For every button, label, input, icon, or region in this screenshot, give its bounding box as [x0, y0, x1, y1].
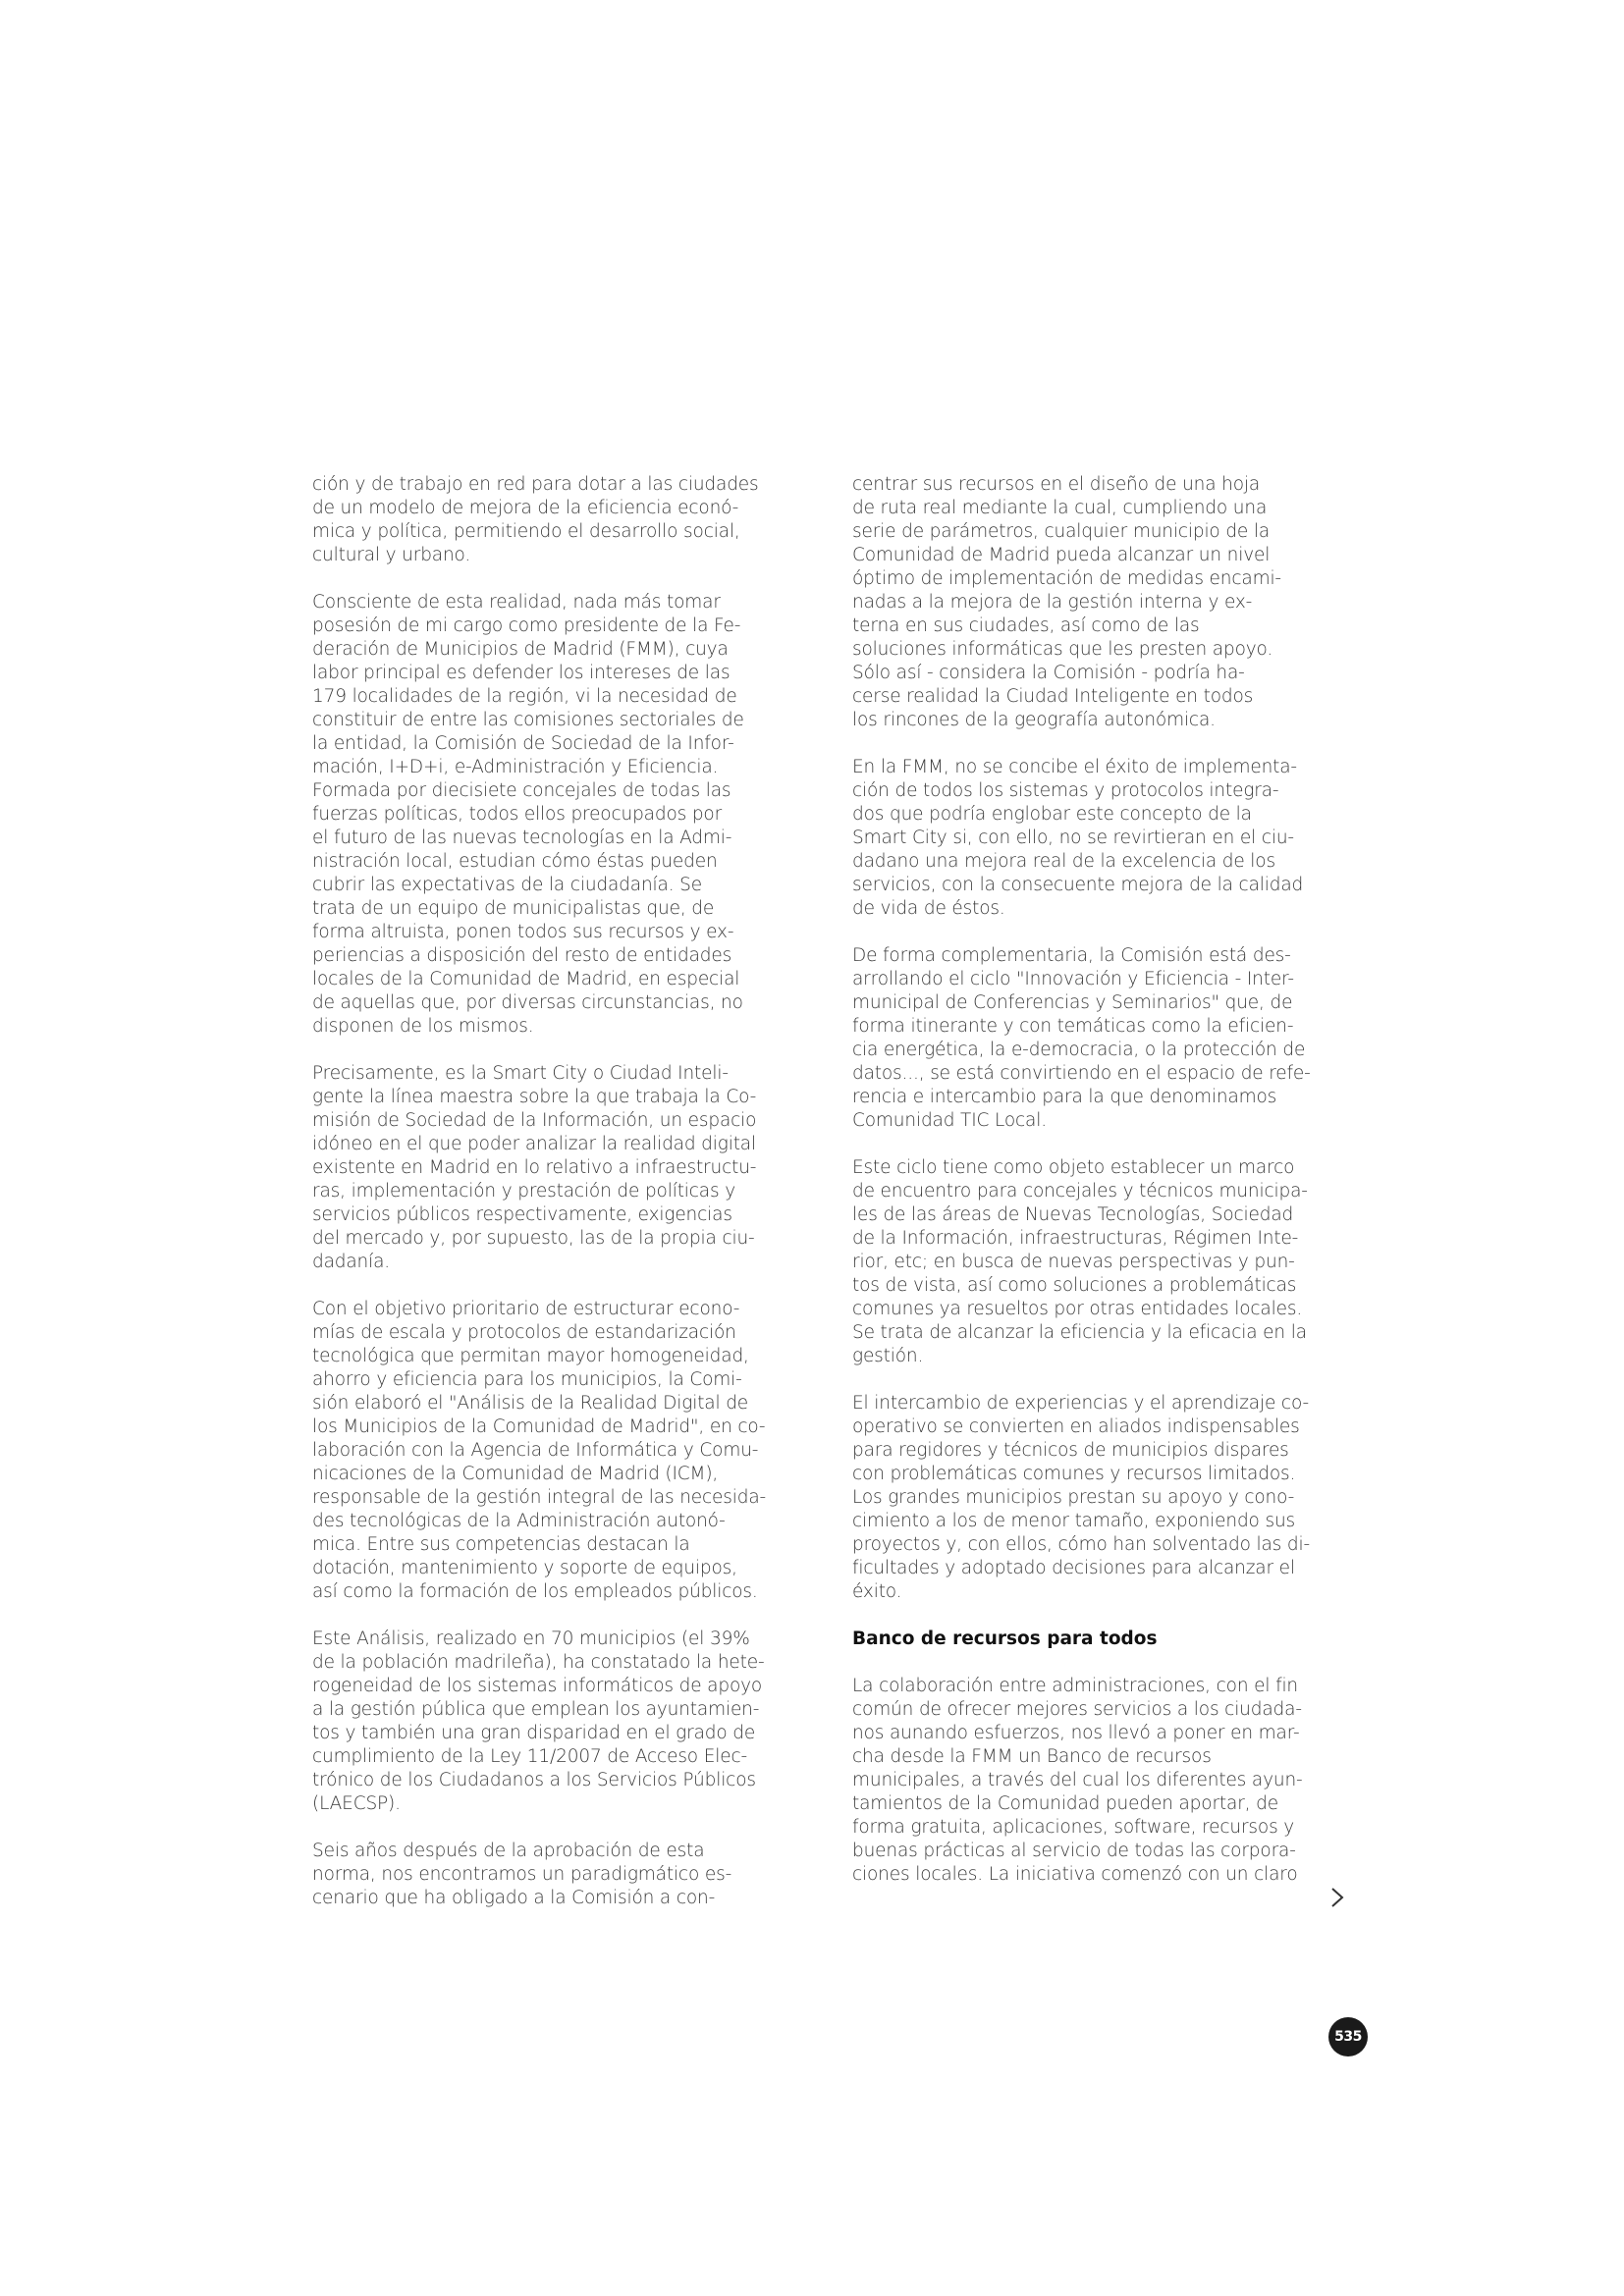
- text-line: locales de la Comunidad de Madrid, en especial: [312, 969, 740, 989]
- section-heading: Banco de recursos para todos: [852, 1629, 1158, 1649]
- text-line: servicios públicos respectivamente, exigencias: [312, 1204, 732, 1225]
- text-line: cenario que ha obligado a la Comisión a con-: [312, 1888, 716, 1908]
- text-line: ras, implementación y prestación de políticas y: [312, 1181, 736, 1201]
- text-line: rior, etc; en busca de nuevas perspectivas y pun-: [852, 1252, 1295, 1272]
- text-line: cimiento a los de menor tamaño, exponiendo sus: [852, 1511, 1296, 1531]
- text-line: el futuro de las nuevas tecnologías en la Admi-: [312, 828, 732, 848]
- text-line: municipales, a través del cual los diferentes ayun-: [852, 1770, 1303, 1790]
- text-line: ciones locales. La iniciativa comenzó con un claro: [852, 1864, 1298, 1885]
- text-line: Precisamente, es la Smart City o Ciudad Inteli-: [312, 1063, 729, 1084]
- text-line: tamientos de la Comunidad pueden aportar, de: [852, 1793, 1278, 1814]
- text-line: operativo se convierten en aliados indispensables: [852, 1416, 1300, 1437]
- text-line: para regidores y técnicos de municipios dispares: [852, 1440, 1289, 1461]
- text-line: de vida de éstos.: [852, 898, 1005, 919]
- paragraph: [312, 1840, 789, 1910]
- text-line: de ruta real mediante la cual, cumpliendo una: [852, 498, 1268, 518]
- text-line: la entidad, la Comisión de Sociedad de la Infor-: [312, 733, 734, 754]
- text-line: centrar sus recursos en el diseño de una hoja: [852, 474, 1261, 495]
- text-line: de encuentro para concejales y técnicos municipa-: [852, 1181, 1308, 1201]
- text-line: de la población madrileña), ha constatado la hete-: [312, 1652, 765, 1673]
- text-line: trónico de los Ciudadanos a los Servicios Públicos: [312, 1770, 756, 1790]
- text-line: Sólo así - considera la Comisión - podría ha-: [852, 663, 1245, 683]
- text-line: cha desde la FMM un Banco de recursos: [852, 1746, 1212, 1767]
- text-line: mica. Entre sus competencias destacan la: [312, 1534, 690, 1555]
- paragraph: [312, 1298, 789, 1604]
- chevron-right-icon: [1329, 1887, 1345, 1908]
- text-line: Smart City si, con ello, no se revirtieran en el ciu-: [852, 828, 1294, 848]
- text-line: Comunidad de Madrid pueda alcanzar un nivel: [852, 545, 1271, 565]
- text-line: forma itinerante y con temáticas como la eficien-: [852, 1016, 1294, 1037]
- text-line: periencias a disposición del resto de entidades: [312, 945, 732, 966]
- text-line: Con el objetivo prioritario de estructurar econo-: [312, 1299, 740, 1319]
- text-line: laboración con la Agencia de Informática y Comu-: [312, 1440, 759, 1461]
- text-line: nos aunando esfuerzos, nos llevó a poner en mar-: [852, 1723, 1300, 1743]
- text-line: a la gestión pública que emplean los ayuntamien-: [312, 1699, 760, 1720]
- left-column: [312, 473, 789, 1934]
- text-line: proyectos y, con ellos, cómo han solventado las di-: [852, 1534, 1311, 1555]
- text-line: cia energética, la e-democracia, o la protección de: [852, 1040, 1306, 1060]
- text-line: nicaciones de la Comunidad de Madrid (ICM),: [312, 1464, 719, 1484]
- text-line: ahorro y eficiencia para los municipios, la Comi-: [312, 1369, 742, 1390]
- text-line: Los grandes municipios prestan su apoyo y cono-: [852, 1487, 1295, 1508]
- text-line: dotación, mantenimiento y soporte de equipos,: [312, 1558, 737, 1578]
- text-line: mica y política, permitiendo el desarrollo social,: [312, 521, 740, 542]
- text-line: posesión de mi cargo como presidente de la Fe-: [312, 615, 741, 636]
- text-line: existente en Madrid en lo relativo a infraestructu-: [312, 1157, 757, 1178]
- text-line: los Municipios de la Comunidad de Madrid", en co-: [312, 1416, 766, 1437]
- text-line: Seis años después de la aprobación de esta: [312, 1841, 705, 1861]
- text-line: gente la línea maestra sobre la que trabaja la Co-: [312, 1087, 757, 1107]
- text-line: Formada por diecisiete concejales de todas las: [312, 780, 731, 801]
- text-line: forma altruista, ponen todos sus recursos y ex-: [312, 922, 734, 942]
- text-line: buenas prácticas al servicio de todas las corpora-: [852, 1841, 1296, 1861]
- text-line: des tecnológicas de la Administración autonó-: [312, 1511, 726, 1531]
- text-line: común de ofrecer mejores servicios a los ciudada-: [852, 1699, 1302, 1720]
- paragraph: [312, 1628, 789, 1816]
- text-line: ción y de trabajo en red para dotar a las ciudades: [312, 474, 759, 495]
- text-line: soluciones informáticas que les presten apoyo.: [852, 639, 1273, 660]
- text-line: cumplimiento de la Ley 11/2007 de Acceso Elec-: [312, 1746, 748, 1767]
- text-line: dadanía.: [312, 1252, 391, 1272]
- paragraph: [312, 591, 789, 1039]
- text-line: Este Análisis, realizado en 70 municipios (el 39%: [312, 1629, 750, 1649]
- text-line: El intercambio de experiencias y el aprendizaje co-: [852, 1393, 1309, 1414]
- text-line: comunes ya resueltos por otras entidades locales.: [852, 1299, 1303, 1319]
- text-line: labor principal es defender los intereses de las: [312, 663, 731, 683]
- text-line: así como la formación de los empleados públicos.: [312, 1581, 758, 1602]
- page-number: 535: [1334, 2029, 1362, 2045]
- text-line: Se trata de alcanzar la eficiencia y la eficacia en la: [852, 1322, 1307, 1343]
- paragraph: [312, 1062, 789, 1274]
- text-line: cubrir las expectativas de la ciudadanía. Se: [312, 875, 703, 895]
- paragraph: [852, 1156, 1329, 1368]
- paragraph: [852, 1392, 1329, 1604]
- text-line: éxito.: [852, 1581, 902, 1602]
- text-line: fuerzas políticas, todos ellos preocupados por: [312, 804, 723, 825]
- text-line: En la FMM, no se concibe el éxito de implementa-: [852, 757, 1297, 777]
- text-line: rogeneidad de los sistemas informáticos de apoyo: [312, 1676, 763, 1696]
- text-line: dos que podría englobar este concepto de la: [852, 804, 1252, 825]
- text-line: con problemáticas comunes y recursos limitados.: [852, 1464, 1296, 1484]
- text-line: tos de vista, así como soluciones a problemáticas: [852, 1275, 1297, 1296]
- text-line: tos y también una gran disparidad en el grado de: [312, 1723, 756, 1743]
- text-line: forma gratuita, aplicaciones, software, recursos y: [852, 1817, 1295, 1838]
- text-line: deración de Municipios de Madrid (FMM), cuya: [312, 639, 729, 660]
- text-line: mación, I+D+i, e-Administración y Eficiencia.: [312, 757, 719, 777]
- text-line: servicios, con la consecuente mejora de la calidad: [852, 875, 1304, 895]
- paragraph: [312, 473, 789, 567]
- text-line: Consciente de esta realidad, nada más tomar: [312, 592, 721, 613]
- text-line: cerse realidad la Ciudad Inteligente en todos: [852, 686, 1254, 707]
- text-line: nadas a la mejora de la gestión interna y ex-: [852, 592, 1253, 613]
- text-line: arrollando el ciclo "Innovación y Eficiencia - Inter-: [852, 969, 1294, 989]
- text-line: del mercado y, por supuesto, las de la propia ciu-: [312, 1228, 755, 1249]
- text-line: gestión.: [852, 1346, 924, 1366]
- text-line: Este ciclo tiene como objeto establecer un marco: [852, 1157, 1295, 1178]
- text-line: rencia e intercambio para la que denominamos: [852, 1087, 1277, 1107]
- text-line: serie de parámetros, cualquier municipio de la: [852, 521, 1271, 542]
- text-line: idóneo en el que poder analizar la realidad digital: [312, 1134, 756, 1154]
- text-line: 179 localidades de la región, vi la necesidad de: [312, 686, 737, 707]
- text-line: mías de escala y protocolos de estandarización: [312, 1322, 736, 1343]
- text-line: dadano una mejora real de la excelencia de los: [852, 851, 1275, 872]
- page-number-badge: [1328, 2017, 1368, 2056]
- text-line: (LAECSP).: [312, 1793, 401, 1814]
- text-line: disponen de los mismos.: [312, 1016, 534, 1037]
- paragraph: [852, 473, 1329, 732]
- text-line: municipal de Conferencias y Seminarios" que, de: [852, 992, 1293, 1013]
- text-line: de un modelo de mejora de la eficiencia econó-: [312, 498, 739, 518]
- text-line: les de las áreas de Nuevas Tecnologías, Sociedad: [852, 1204, 1294, 1225]
- text-line: misión de Sociedad de la Información, un espacio: [312, 1110, 757, 1131]
- text-line: cultural y urbano.: [312, 545, 471, 565]
- right-paragraphs: [852, 473, 1329, 1604]
- text-line: norma, nos encontramos un paradigmático es-: [312, 1864, 732, 1885]
- text-line: responsable de la gestión integral de las necesida-: [312, 1487, 767, 1508]
- text-line: nistración local, estudian cómo éstas pueden: [312, 851, 718, 872]
- paragraph: [852, 756, 1329, 921]
- text-line: De forma complementaria, la Comisión está des-: [852, 945, 1291, 966]
- text-line: sión elaboró el "Análisis de la Realidad Digital de: [312, 1393, 749, 1414]
- text-line: los rincones de la geografía autonómica.: [852, 710, 1216, 730]
- text-line: La colaboración entre administraciones, con el fin: [852, 1676, 1299, 1696]
- right-column: [852, 473, 1329, 1910]
- text-line: constituir de entre las comisiones sectoriales de: [312, 710, 744, 730]
- right-final-paragraph: [852, 1675, 1329, 1887]
- text-line: óptimo de implementación de medidas encami-: [852, 568, 1281, 589]
- text-line: trata de un equipo de municipalistas que, de: [312, 898, 715, 919]
- text-line: de aquellas que, por diversas circunstancias, no: [312, 992, 743, 1013]
- text-line: terna en sus ciudades, así como de las: [852, 615, 1200, 636]
- text-line: ficultades y adoptado decisiones para alcanzar el: [852, 1558, 1295, 1578]
- text-line: tecnológica que permitan mayor homogeneidad,: [312, 1346, 749, 1366]
- text-line: Comunidad TIC Local.: [852, 1110, 1047, 1131]
- paragraph: [852, 944, 1329, 1133]
- text-line: de la Información, infraestructuras, Régimen Inte-: [852, 1228, 1299, 1249]
- text-line: ción de todos los sistemas y protocolos integra-: [852, 780, 1279, 801]
- text-line: datos..., se está convirtiendo en el espacio de refe-: [852, 1063, 1311, 1084]
